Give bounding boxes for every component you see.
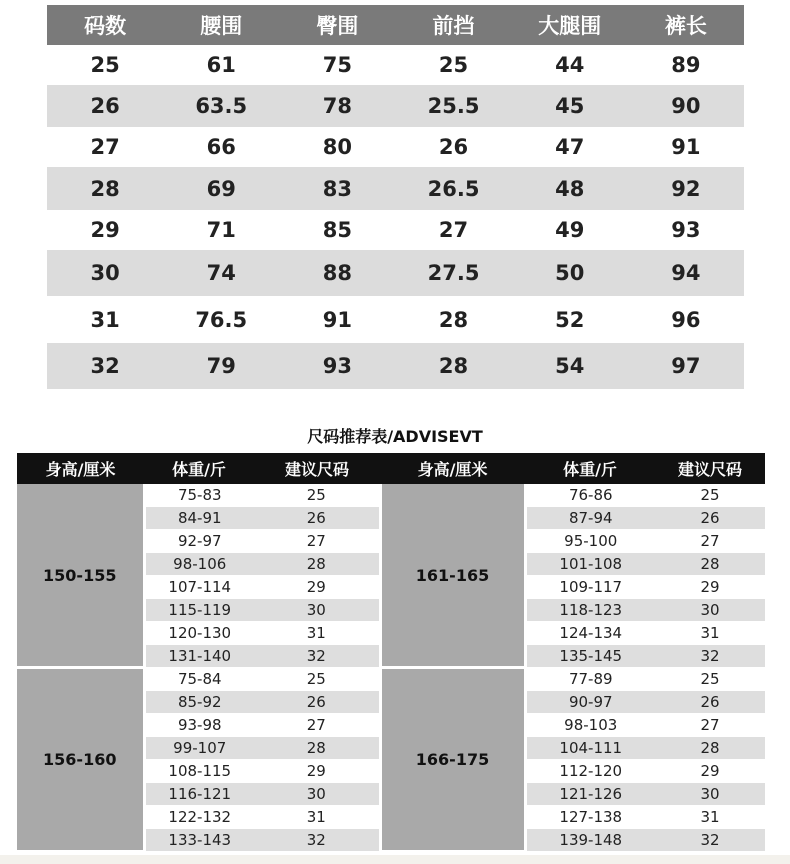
size-cell: 50 (512, 250, 628, 296)
header-suggested-size-right: 建议尺码 (655, 453, 765, 484)
header-height-left: 身高/厘米 (17, 453, 144, 484)
weight-range-right: 101-108 (525, 553, 655, 576)
suggested-size-right: 29 (655, 760, 765, 783)
header-height-right: 身高/厘米 (380, 453, 525, 484)
suggested-size-right: 32 (655, 829, 765, 852)
suggested-size-left: 27 (254, 714, 380, 737)
suggested-size-right: 27 (655, 530, 765, 553)
size-cell: 52 (512, 296, 628, 343)
weight-range-right: 139-148 (525, 829, 655, 852)
header-weight-left: 体重/斤 (144, 453, 254, 484)
weight-range-right: 77-89 (525, 668, 655, 691)
suggested-size-left: 25 (254, 668, 380, 691)
size-cell: 97 (628, 343, 744, 389)
weight-range-left: 133-143 (144, 829, 254, 852)
size-cell: 26.5 (395, 167, 511, 210)
suggested-size-left: 25 (254, 484, 380, 507)
size-cell: 28 (395, 296, 511, 343)
weight-range-right: 98-103 (525, 714, 655, 737)
size-cell: 91 (279, 296, 395, 343)
weight-range-left: 98-106 (144, 553, 254, 576)
size-cell: 26 (47, 85, 163, 127)
header-hip: 臀围 (279, 5, 395, 45)
header-front-rise: 前挡 (395, 5, 511, 45)
suggested-size-right: 25 (655, 668, 765, 691)
size-cell: 85 (279, 210, 395, 250)
size-cell: 83 (279, 167, 395, 210)
weight-range-right: 76-86 (525, 484, 655, 507)
recommendation-row (17, 668, 765, 691)
weight-range-right: 87-94 (525, 507, 655, 530)
suggested-size-left: 28 (254, 553, 380, 576)
size-cell: 32 (47, 343, 163, 389)
size-row (47, 45, 744, 85)
recommendation-title: 尺码推荐表/ADVISEVT (307, 427, 483, 446)
suggested-size-left: 30 (254, 599, 380, 622)
size-cell: 91 (628, 127, 744, 167)
size-cell: 88 (279, 250, 395, 296)
size-cell: 93 (628, 210, 744, 250)
height-range-right: 161-165 (380, 484, 525, 668)
size-cell: 92 (628, 167, 744, 210)
size-cell: 25.5 (395, 85, 511, 127)
size-cell: 45 (512, 85, 628, 127)
size-cell: 96 (628, 296, 744, 343)
size-cell: 71 (163, 210, 279, 250)
recommendation-header-row (17, 453, 765, 484)
suggested-size-left: 31 (254, 622, 380, 645)
size-cell: 48 (512, 167, 628, 210)
size-cell: 28 (47, 167, 163, 210)
suggested-size-right: 25 (655, 484, 765, 507)
size-cell: 90 (628, 85, 744, 127)
suggested-size-left: 26 (254, 507, 380, 530)
weight-range-right: 95-100 (525, 530, 655, 553)
weight-range-left: 92-97 (144, 530, 254, 553)
weight-range-left: 120-130 (144, 622, 254, 645)
header-weight-right: 体重/斤 (525, 453, 655, 484)
size-cell: 27 (395, 210, 511, 250)
size-row (47, 250, 744, 296)
weight-range-left: 75-83 (144, 484, 254, 507)
size-cell: 63.5 (163, 85, 279, 127)
size-cell: 94 (628, 250, 744, 296)
size-cell: 28 (395, 343, 511, 389)
size-cell: 44 (512, 45, 628, 85)
size-recommendation-table (17, 453, 765, 853)
header-thigh: 大腿围 (512, 5, 628, 45)
weight-range-left: 116-121 (144, 783, 254, 806)
height-range-left: 150-155 (17, 484, 144, 668)
weight-range-right: 135-145 (525, 645, 655, 668)
size-cell: 80 (279, 127, 395, 167)
suggested-size-left: 28 (254, 737, 380, 760)
size-cell: 31 (47, 296, 163, 343)
size-cell: 27.5 (395, 250, 511, 296)
suggested-size-right: 32 (655, 645, 765, 668)
weight-range-left: 93-98 (144, 714, 254, 737)
size-row (47, 127, 744, 167)
height-range-left: 156-160 (17, 668, 144, 852)
weight-range-left: 75-84 (144, 668, 254, 691)
header-suggested-size-left: 建议尺码 (254, 453, 380, 484)
header-length: 裤长 (628, 5, 744, 45)
suggested-size-left: 32 (254, 829, 380, 852)
weight-range-left: 131-140 (144, 645, 254, 668)
size-cell: 47 (512, 127, 628, 167)
header-waist: 腰围 (163, 5, 279, 45)
size-cell: 25 (47, 45, 163, 85)
suggested-size-left: 29 (254, 760, 380, 783)
size-cell: 75 (279, 45, 395, 85)
weight-range-left: 108-115 (144, 760, 254, 783)
size-cell: 26 (395, 127, 511, 167)
suggested-size-left: 30 (254, 783, 380, 806)
suggested-size-right: 26 (655, 691, 765, 714)
size-cell: 78 (279, 85, 395, 127)
weight-range-left: 85-92 (144, 691, 254, 714)
header-size: 码数 (47, 5, 163, 45)
size-row (47, 167, 744, 210)
suggested-size-right: 31 (655, 622, 765, 645)
suggested-size-right: 29 (655, 576, 765, 599)
weight-range-right: 104-111 (525, 737, 655, 760)
weight-range-left: 122-132 (144, 806, 254, 829)
height-range-right: 166-175 (380, 668, 525, 852)
suggested-size-left: 27 (254, 530, 380, 553)
size-row (47, 85, 744, 127)
size-chart-header-row (47, 5, 744, 45)
recommendation-row (17, 484, 765, 507)
size-row (47, 210, 744, 250)
suggested-size-right: 31 (655, 806, 765, 829)
weight-range-right: 121-126 (525, 783, 655, 806)
size-cell: 79 (163, 343, 279, 389)
size-cell: 54 (512, 343, 628, 389)
size-cell: 93 (279, 343, 395, 389)
weight-range-right: 90-97 (525, 691, 655, 714)
suggested-size-left: 26 (254, 691, 380, 714)
weight-range-left: 84-91 (144, 507, 254, 530)
suggested-size-left: 29 (254, 576, 380, 599)
suggested-size-right: 28 (655, 737, 765, 760)
suggested-size-right: 27 (655, 714, 765, 737)
size-cell: 49 (512, 210, 628, 250)
suggested-size-left: 32 (254, 645, 380, 668)
suggested-size-right: 28 (655, 553, 765, 576)
weight-range-right: 112-120 (525, 760, 655, 783)
size-row (47, 343, 744, 389)
weight-range-right: 118-123 (525, 599, 655, 622)
size-chart-table (47, 5, 744, 389)
size-cell: 30 (47, 250, 163, 296)
size-cell: 61 (163, 45, 279, 85)
weight-range-right: 109-117 (525, 576, 655, 599)
size-cell: 74 (163, 250, 279, 296)
size-cell: 76.5 (163, 296, 279, 343)
suggested-size-left: 31 (254, 806, 380, 829)
suggested-size-right: 26 (655, 507, 765, 530)
suggested-size-right: 30 (655, 783, 765, 806)
size-cell: 89 (628, 45, 744, 85)
size-cell: 25 (395, 45, 511, 85)
size-cell: 29 (47, 210, 163, 250)
size-cell: 66 (163, 127, 279, 167)
weight-range-right: 127-138 (525, 806, 655, 829)
weight-range-left: 99-107 (144, 737, 254, 760)
weight-range-left: 115-119 (144, 599, 254, 622)
bottom-strip (0, 855, 790, 864)
weight-range-left: 107-114 (144, 576, 254, 599)
size-row (47, 296, 744, 343)
size-cell: 27 (47, 127, 163, 167)
suggested-size-right: 30 (655, 599, 765, 622)
size-cell: 69 (163, 167, 279, 210)
weight-range-right: 124-134 (525, 622, 655, 645)
